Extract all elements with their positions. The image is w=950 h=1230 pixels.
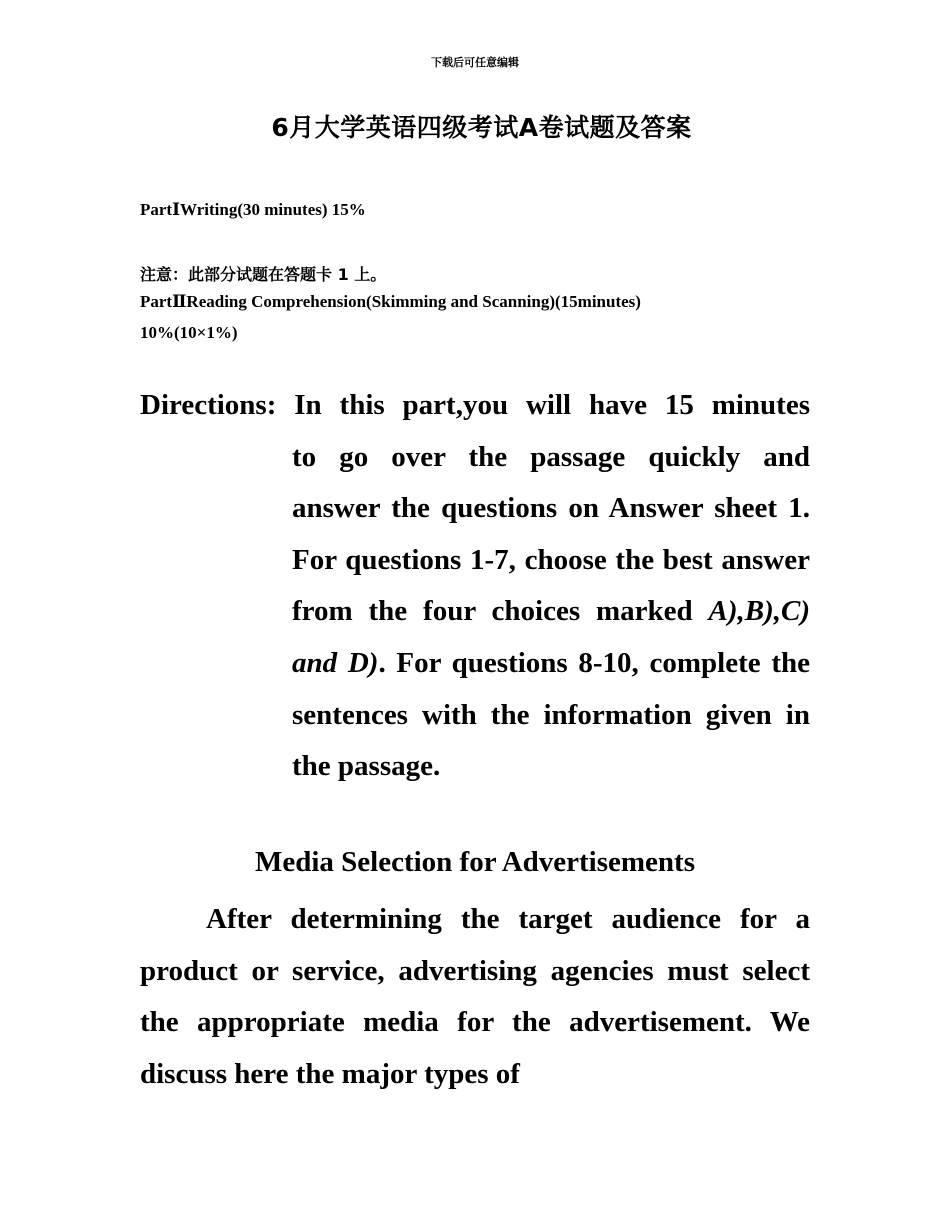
directions-lead-text: In this part,you will have 15 minutes [294, 389, 810, 421]
directions-block [140, 380, 810, 793]
passage-title: Media Selection for Advertisements [254, 846, 695, 878]
part2-weight: 10%(10×1%) [140, 323, 238, 342]
part1-heading: PartⅠWriting(30 minutes) 15% [140, 200, 366, 219]
directions-first-line [140, 380, 810, 432]
directions-body [292, 432, 810, 793]
document-title: 6月大学英语四级考试A卷试题及答案 [271, 113, 692, 142]
directions-label: Directions: [140, 389, 277, 421]
passage-text: After determining the target audience for a product or service, advertising agencies must select the appropriate media for the advertisement. We discuss here the major types of [140, 903, 810, 1090]
header-note: 下载后可任意编辑 [431, 56, 519, 69]
part2-heading: PartⅡReading Comprehension(Skimming and Scanning)(15minutes) [140, 292, 641, 311]
directions-body-start: to go over the passage quickly and answer the questions on Answer sheet 1. For questions 1-7, choose the best answer from the four choices marked [292, 440, 810, 628]
answer-card-note: 注意：此部分试题在答题卡 1 上。 [140, 265, 387, 284]
directions-choices: A),B),C) and D) [292, 595, 810, 679]
directions-body-end: . For questions 8-10, complete the sentences with the information given in the passage. [292, 646, 810, 783]
